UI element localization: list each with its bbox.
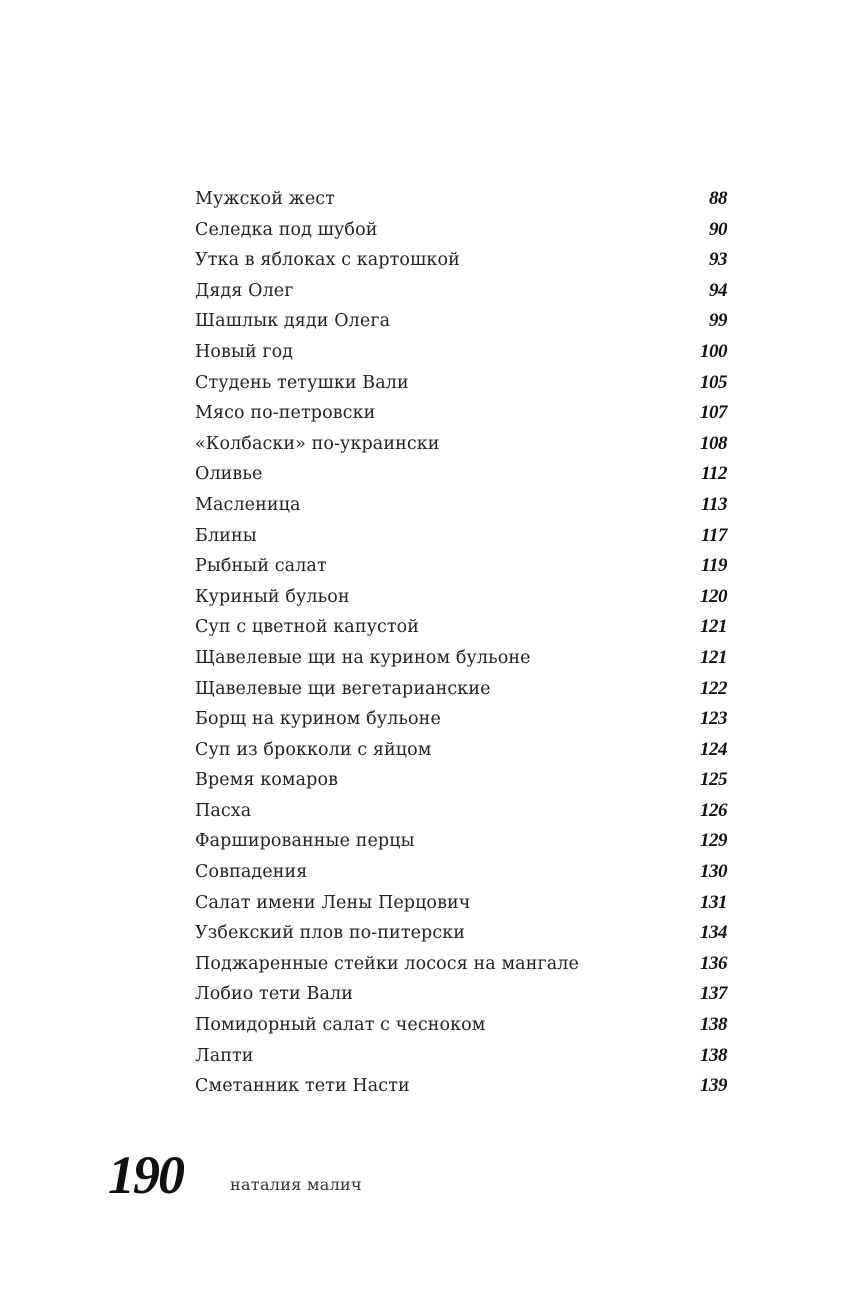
entry-title: Фаршированные перцы — [195, 831, 415, 852]
entry-title: Куриный бульон — [195, 586, 350, 607]
entry-title: Лапти — [195, 1045, 254, 1066]
entry-page-number: 113 — [701, 493, 727, 515]
entry-title: Оливье — [195, 464, 263, 485]
entry-page-number: 112 — [701, 463, 727, 485]
entry-page-number: 93 — [709, 249, 727, 271]
entry-title: Совпадения — [195, 862, 308, 883]
toc-entry[interactable] — [195, 739, 727, 770]
entry-title: Мужской жест — [195, 189, 335, 209]
entry-page-number: 124 — [700, 738, 727, 760]
entry-page-number: 88 — [709, 188, 727, 209]
toc-entry[interactable] — [195, 463, 727, 494]
entry-title: «Колбаски» по-украински — [195, 433, 440, 454]
entry-page-number: 138 — [700, 1014, 727, 1036]
entry-page-number: 130 — [700, 861, 727, 883]
entry-page-number: 105 — [700, 371, 727, 393]
toc-entry[interactable] — [195, 678, 727, 709]
entry-title: Суп с цветной капустой — [195, 617, 420, 638]
toc-entry[interactable] — [195, 708, 727, 739]
toc-entry[interactable] — [195, 922, 727, 953]
entry-title: Дядя Олег — [195, 280, 294, 301]
entry-title: Новый год — [195, 341, 294, 362]
entry-page-number: 107 — [700, 402, 727, 424]
entry-title: Время комаров — [195, 770, 339, 791]
toc-entry[interactable] — [195, 1045, 727, 1076]
toc-entry[interactable] — [195, 494, 727, 525]
entry-page-number: 94 — [709, 279, 727, 301]
entry-title: Рыбный салат — [195, 556, 327, 577]
entry-page-number: 108 — [700, 432, 727, 454]
entry-title: Борщ на курином бульоне — [195, 709, 441, 730]
toc-entry[interactable] — [195, 402, 727, 433]
entry-page-number: 139 — [700, 1075, 727, 1097]
entry-page-number: 117 — [701, 524, 727, 546]
entry-page-number: 121 — [700, 616, 727, 638]
entry-page-number: 126 — [700, 799, 727, 821]
toc-entry[interactable] — [195, 647, 727, 678]
toc-entry[interactable] — [195, 525, 727, 556]
entry-page-number: 100 — [700, 340, 727, 362]
entry-page-number: 121 — [700, 646, 727, 668]
entry-title: Студень тетушки Вали — [195, 372, 409, 393]
table-of-contents — [195, 188, 727, 1106]
entry-title: Поджаренные стейки лосося на мангале — [195, 953, 579, 974]
entry-page-number: 122 — [700, 677, 727, 699]
toc-entry[interactable] — [195, 800, 727, 831]
entry-title: Щавелевые щи на курином бульоне — [195, 647, 531, 668]
entry-page-number: 131 — [700, 891, 727, 913]
toc-entry[interactable] — [195, 341, 727, 372]
entry-page-number: 134 — [700, 922, 727, 944]
toc-entry[interactable] — [195, 280, 727, 311]
entry-title: Салат имени Лены Перцович — [195, 892, 471, 913]
entry-page-number: 123 — [700, 708, 727, 730]
entry-title: Суп из брокколи с яйцом — [195, 739, 432, 760]
entry-page-number: 90 — [709, 218, 727, 240]
entry-title: Мясо по-петровски — [195, 403, 376, 424]
toc-entry[interactable] — [195, 586, 727, 617]
toc-entry[interactable] — [195, 433, 727, 464]
toc-entry[interactable] — [195, 983, 727, 1014]
entry-page-number: 137 — [700, 983, 727, 1005]
entry-page-number: 99 — [709, 310, 727, 332]
entry-page-number: 136 — [700, 952, 727, 974]
toc-entry[interactable] — [195, 953, 727, 984]
entry-page-number: 125 — [700, 769, 727, 791]
entry-title: Щавелевые щи вегетарианские — [195, 678, 491, 699]
toc-entry[interactable] — [195, 769, 727, 800]
entry-title: Масленица — [195, 494, 301, 515]
entry-page-number: 129 — [700, 830, 727, 852]
author-name: наталия малич — [230, 1175, 362, 1194]
entry-page-number: 120 — [700, 585, 727, 607]
toc-entry[interactable] — [195, 555, 727, 586]
toc-entry[interactable] — [195, 372, 727, 403]
entry-page-number: 138 — [700, 1044, 727, 1066]
toc-entry[interactable] — [195, 861, 727, 892]
entry-title: Сметанник тети Насти — [195, 1076, 410, 1097]
toc-entry[interactable] — [195, 1014, 727, 1045]
toc-entry[interactable] — [195, 830, 727, 861]
entry-title: Узбекский плов по-питерски — [195, 923, 466, 944]
toc-entry[interactable] — [195, 219, 727, 250]
entry-title: Помидорный салат с чесноком — [195, 1015, 486, 1036]
entry-title: Пасха — [195, 800, 252, 821]
entry-title: Утка в яблоках с картошкой — [195, 250, 460, 271]
toc-entry[interactable] — [195, 616, 727, 647]
entry-title: Шашлык дяди Олега — [195, 311, 391, 332]
entry-title: Блины — [195, 525, 257, 546]
entry-title: Лобио тети Вали — [195, 984, 353, 1005]
toc-entry[interactable] — [195, 1075, 727, 1106]
toc-entry[interactable] — [195, 892, 727, 923]
entry-page-number: 119 — [701, 555, 727, 577]
toc-entry[interactable] — [195, 310, 727, 341]
page-number: 190 — [108, 1145, 183, 1205]
entry-title: Селедка под шубой — [195, 219, 378, 240]
toc-entry[interactable] — [195, 249, 727, 280]
toc-entry[interactable] — [195, 188, 727, 219]
